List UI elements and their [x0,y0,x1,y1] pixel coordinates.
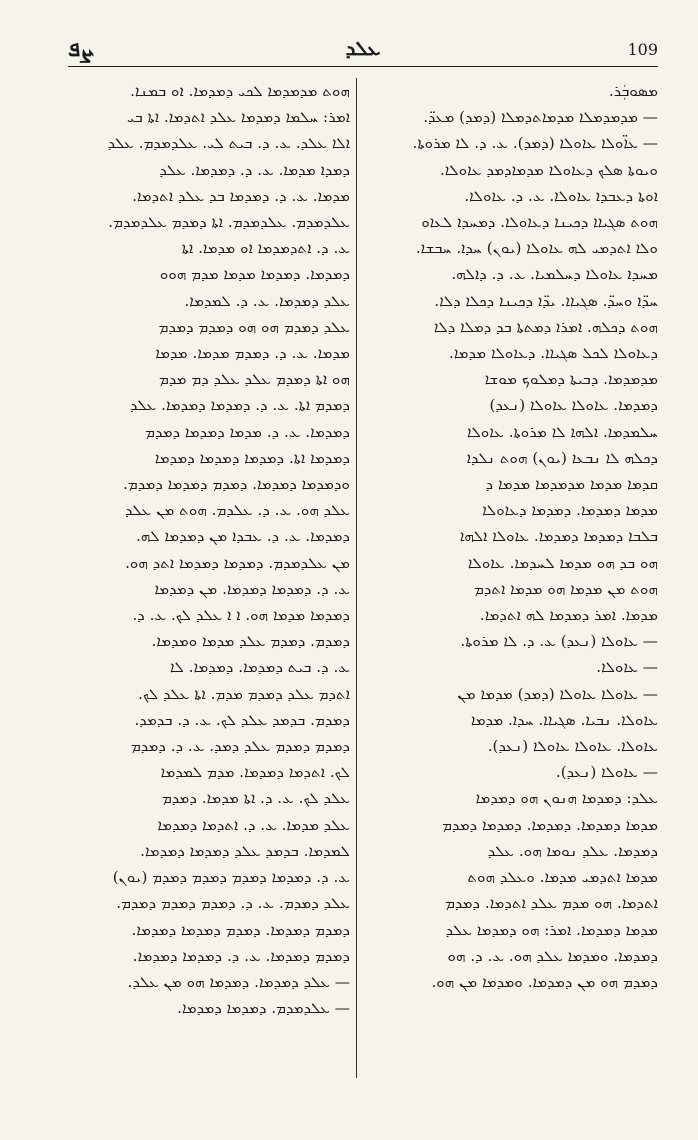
left-text-column [68,78,350,1080]
text-line: — ܥܠܕ ܕܡܕܡܐ. ܕܡܕܡܐ ܗܘ ܡܢ ܥܠܕ. [127,972,350,991]
right-text-column [362,78,658,1080]
text-line: ܡܢ ܥܠܕܡܕܡ. ܕܡܕܡܐ ܕܡܕܡܐ ܐܬܕ ܗܘ. [125,553,350,572]
text-line: ܥ. ܕ. ܐܬܕܡܕܡܐ ܐܘ ܡܕܡܐ. ܐܬܐ [181,239,350,258]
page-header [68,34,658,64]
text-line: ܚܕ̈ܐ ܘܚܕ̈. ܣܓܝܐܐ. ܝܕ̈ܐ ܕܟܝܢܐ ܕܟܠܐ ܕܠܐ. [434,291,658,310]
text-line: ܗܘܬ ܕܟܠܗ. ܐܡܪܐ ܕܡܬܬܐ ܒܕ ܕܡܠܐ ܕܠܐ [433,317,658,336]
text-line: ܕܡܕܡ ܕܡܕܡ ܥܠܕ ܕܡܕ. ܥ. ܕ. ܕܡܕܡ [130,737,350,756]
text-line: ܐܬܕܡܐ. ܗܘ ܡܕܡ ܥܠܕ ܐܬܕܡܐ. ܕܡܕܡ [445,894,658,913]
text-line: ܡܕܡܐ ܕܡܕܡܐ. ܐܡܪ: ܗܘ ܕܡܕܡܐ ܥܠܕ [445,920,658,939]
text-line: ܕܡܕܐ ܡܕܡܐ. ܥ. ܕ. ܕܡܕܡܐ. ܥܠܕ [159,160,350,179]
text-line: ܕܡܕܡ ܐܬܐ. ܥ. ܕ. ܕܡܕܡܐ ܕܡܕܡܐ. ܥܠܕ [129,396,350,415]
text-line: — ܡܕܡܕܡܠܐ ܡܕܡܐܬܕܡܠܐ (ܕܡܕ) ܡܥܕ̈. [423,108,658,127]
text-line: ܥܠܕ ܕܡܕܡ ܗܘ ܗܘ ܕܡܕܡ ܕܡܕܡ [158,317,350,336]
text-line: ܗܘܬ ܡܕܡܕܡܐ ܠܟܝ ܕܡܕܡܐ. ܐܘ ܒܡܢܐ. [130,82,350,100]
text-line: ܘܕܡܕܡܐ ܕܡܕܡܐ. ܕܡܕܡ ܕܡܕܡܐ ܕܡܕܡ. [123,475,350,494]
text-line: ܕܡܕܡ ܕܡܕܡܐ. ܕܡܕܡ ܕܡܕܡܐ ܕܡܕܡܐ. [131,920,350,939]
text-line: ܡܕܡܐ ܕܡܕܡܐ. ܕܡܕܡܐ. ܕܡܕܡܐ ܕܡܕܡ [442,815,658,834]
text-line: ܕܡܕܡ ܕܡܕܡܐ. ܥ. ܕ. ܕܡܕܡܐ ܕܡܕܡܐ. [132,946,350,965]
text-line: ܠܡܕܡܐ. ܒܕܡܕ ܥܠܕ ܕܡܕܡܐ ܕܡܕܡܐ. [140,841,350,860]
text-line: ܚܠܡܕܡܐ. ܐܠܗܐ ܠܐ ܡܪܘܬܐ. ܥܐܘܠܐ [467,422,658,441]
text-line: ܕܡܕܡܐ. ܘܡܕܡܐ ܥܠܕ ܗܘ. ܥ. ܕ. ܗܘ [447,946,658,965]
text-line: ܕܡܕܡ. ܕܡܕܡ ܥܠܕ ܡܕܡܐ ܘܡܕܡܐ. [151,632,350,651]
text-line: ܥܐܘܠܐ. ܥܐܘܠܐ ܥܐܘܠܐ (ܢܥܕ). [487,737,658,756]
text-line: ܡܕܡܐ ܐܬܕܡܝ ܡܕܡܐ. ܘܥܠܕ ܗܘܬ [467,868,658,887]
text-line: ܐܠܐ ܥܠܕ. ܥ. ܕ. ܒܝܬ ܠܝ. ܥܠܕܡܕܡ. ܥܠܕ [107,134,350,153]
text-line: ܕܡܕܡ. ܒܕܡܕ ܥܠܕ ܠܟ. ܥ. ܕ. ܒܕܡܕ. [134,710,350,729]
text-line: ܕܡܕܡ ܗܘ ܡܢ ܕܡܕܡܐ. ܘܡܕܡܐ ܡܢ ܗܘ. [431,972,658,991]
text-line: ܥܠܕ ܕܡܕܡ. ܥ. ܕ. ܕܡܕܡ ܕܡܕܡ ܕܡܕܡ. [116,894,350,913]
text-line: ܥ. ܕ. ܒܝܬ ܕܡܕܡܐ. ܕܡܕܡܐ. ܠܐ [170,658,350,677]
text-line: — ܥܐܘܠܐ (ܢܥܕ) ܥ. ܕ. ܠܐ ܡܪܘܬܐ. [460,632,658,651]
text-line: ܡܕܡܐ. ܥ. ܕ. ܕܡܕܡ ܡܕܡܐ. ܡܕܡܐ [155,344,350,363]
text-line: — ܥܠܕܡܕܡ. ܕܡܕܡܐ ܕܡܕܡܐ. [177,999,350,1018]
text-line: ܒܠܒܐ ܕܡܕܡܐ ܕܡܕܡܐ. ܥܐܘܠܐ ܐܠܗܐ [459,527,658,546]
column-divider [356,78,357,1078]
text-line: — ܥܐܘܠܐ ܥܐܘܠܐ (ܕܡܕ) ܡܕܡܐ ܡܢ [457,684,658,703]
text-line: ܕܥܐܘܠܐ ܠܟܠ ܣܓܝܐܐ. ܕܥܐܘܠܐ ܡܕܡܐ. [449,344,658,363]
header-left-title: ܨܦ [68,36,92,62]
page-number: 109 [627,40,658,59]
text-line: ܕܡܕܡܐ. ܥܠܕ ܢܘܡܐ ܗܘ. ܥܠܕ [487,841,658,860]
text-line: ܠܟ. ܐܬܕܡܐ ܕܡܕܡܐ. ܡܕܡ ܠܡܕܡܐ [160,763,350,782]
text-line: ܕܡܕܡܐ. ܕܡܕܡܐ ܡܕܡܐ ܡܕܡ ܗܘܘ [159,265,350,284]
text-line: ܗܘ ܒܕ ܗܘ ܡܕܡܐ ܠܚܕܡܐ. ܥܐܘܠܐ [467,553,658,572]
text-line: ܡܣܘܒܲܪ. [608,82,658,100]
text-line: ܘܝܘܬܐ ܣܠܟ ܕܥܐܘܠܐ ܡܕܡܐܕܡܕ ܥܐܘܠܐ. [439,160,658,179]
text-line: ܥܠܕ ܗܘ. ܥ. ܕ. ܥܠܕܡ. ܗܘܬ ܡܢ ܥܠܕ [125,501,350,520]
text-line: ܥ. ܕ. ܕܡܕܡܐ ܕܡܕܡܐ. ܡܢ ܕܡܕܡܐ [154,579,350,598]
header-running-title: ܥܠܕ [345,36,381,60]
text-line: ܥܠܕ ܠܟ. ܥ. ܕ. ܐܬܐ ܡܕܡܐ. ܕܡܕܡ [161,789,350,808]
text-line: ܐܘܬܐ ܕܥܒܕܐ ܥܐܘܠܐ. ܥ. ܕ. ܥܐܘܠܐ. [464,186,658,205]
text-line: ܕܡܕܡܐ. ܥ. ܕ. ܡܕܡܐ ܕܡܕܡܐ ܕܡܕܡ [145,422,350,441]
text-line: ܥܠܕ ܡܕܡܐ. ܥ. ܕ. ܐܬܕܡܐ ܕܡܕܡܐ [157,815,350,834]
text-line: ܥܠܕ ܕܡܕܡܐ. ܥ. ܕ. ܠܡܕܡܐ. [184,291,350,310]
header-rule [68,66,658,67]
text-line: ܐܡܪ: ܚܠܡܐ ܕܡܕܡܐ ܥܠܕ ܐܬܕܡܐ. ܐܬܐ ܒܝ [126,108,350,127]
text-line: ܩܕܡܐ ܡܕܡܐ ܡܕܡܕܡܐ ܡܕܡܐ ܕ [485,475,658,494]
text-line: ܥܐܘܠܐ. ܢܒܝܐ. ܣܓܝܐܐ. ܚܕܐ. ܡܕܡܐ [470,710,658,729]
text-line: ܥ. ܕ. ܕܡܕܡܐ ܕܡܕܡ ܕܡܕܡ ܕܡܕܡ (ܝܘܢ) [112,868,350,887]
text-line: ܕܡܕܡܐ ܡܕܡܐ ܗܘ. ܐ ܐ ܥܠܕ ܠܟ. ܥ. ܕ. [132,606,350,625]
text-line: ܕܟܠܗ ܠܐ ܢܒܥܐ (ܝܘܢ) ܗܘܬ ܢܠܕܐ [466,448,658,467]
text-line: ܡܕܡܕܡܐ. ܕܒܝܬܐ ܕܡܠܘܟ ܡܘܫܐ [484,370,658,389]
text-line: ܡܕܡܐ. ܐܡܪ ܕܡܕܡܐ ܠܗ ܐܬܕܡܐ. [479,606,658,625]
text-line: ܕܡܕܡܐ. ܥ. ܕ. ܥܒܕܐ ܡܢ ܕܡܕܡܐ ܠܗ. [135,527,350,546]
text-line: ܡܕܡܐ. ܥ. ܕ. ܕܡܕܡܐ ܒܕ ܥܠܕ ܐܬܕܡܐ. [132,186,350,205]
text-line: ܘܠܐ ܐܬܕܡܝ ܠܗ ܥܐܘܠܐ (ܝܘܢ) ܚܕܐ. ܚܒܫܐ. [415,239,658,258]
text-line: ܡܚܕܐ ܥܐܘܠܐ ܕܚܠܡܝܐ. ܥ. ܕ. ܕܐܠܗ. [451,265,658,284]
text-line: ܡܕܡܐ ܕܡܕܡܐ. ܕܡܕܡܐ ܕܥܐܘܠܐ [482,501,658,520]
text-line: ܕܡܕܡܐ ܐܬܐ. ܕܡܕܡܐ ܕܡܕܡܐ ܕܡܕܡܐ [154,448,350,467]
text-line: ܗܘܬ ܡܢ ܡܕܡܐ ܗܘ ܡܕܡܐ ܐܬܕܡ [474,579,658,598]
text-line: — ܥܐ̈ܘܠܐ ܥܐܘܠܐ (ܕܡܕ). ܥ. ܕ. ܠܐ ܡܪܘܬܐ. [412,134,658,153]
text-line: ܗܘ ܐܬܐ ܕܡܕܡ ܥܠܕ ܥܠܕ ܕܡ ܡܕܡ [159,370,350,389]
text-line: — ܥܐܘܠܐ. [596,658,658,677]
text-line: — ܥܐܘܠܐ (ܢܥܕ). [555,763,658,782]
text-line: ܗܘܬ ܣܓܝܐܐ ܕܟܝܢܐ ܕܥܐܘܠܐ. ܕܡܚܕܐ ܠܥܐܘ [421,213,658,232]
text-line: ܕܡܕܡܐ. ܥܐܘܠܐ ܥܐܘܠܐ (ܢܥܕ) [489,396,658,415]
text-line: ܥܠܕܡܕܡ. ܥܠܕܡܕܡ. ܐܬܐ ܕܡܕܡ ܥܠܕܡܕܡ. [108,213,350,232]
text-line: ܥܠܕ: ܕܡܕܡܐ ܗܢܘܢ ܗܘ ܕܡܕܡܐ [475,789,658,808]
text-line: ܐܬܕܡ ܥܠܕ ܕܡܕܡ ܡܕܡ. ܐܬܐ ܥܠܕ ܠܟ. [138,684,350,703]
